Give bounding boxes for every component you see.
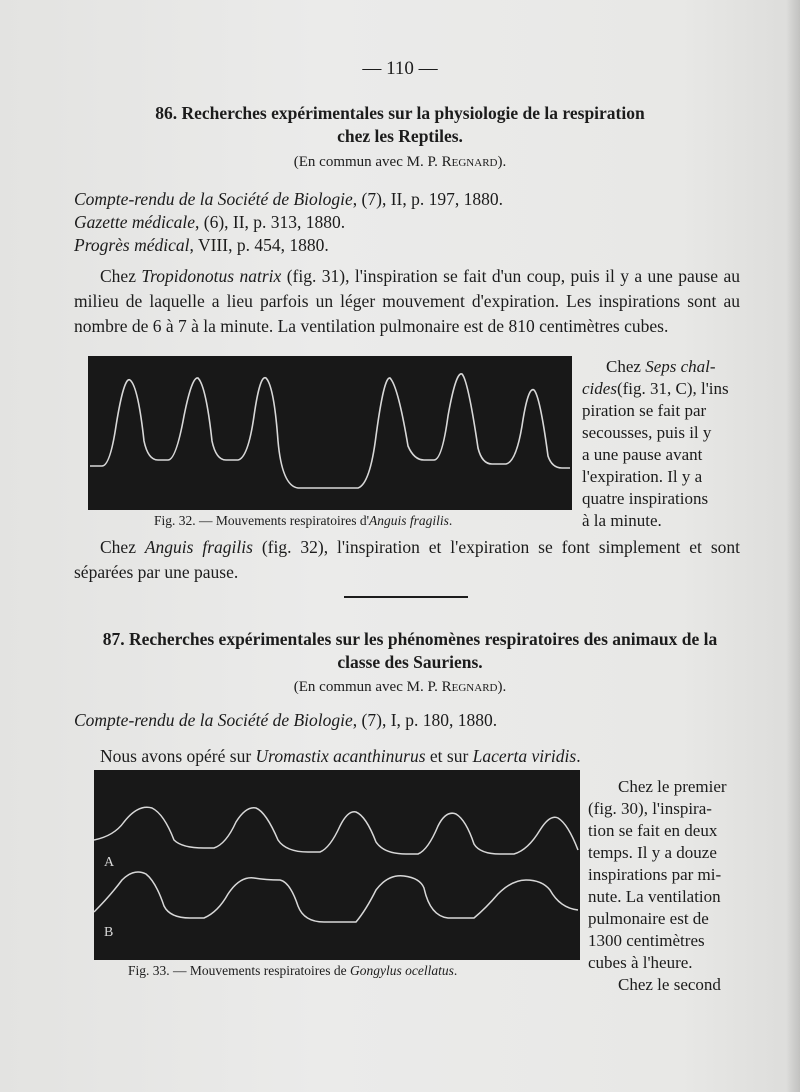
side-line: nute. La ventilation (588, 887, 721, 906)
species-name: Uromastix acanthinurus (255, 746, 426, 766)
species-name: Anguis fragilis (144, 537, 253, 557)
side-line: quatre inspirations (582, 489, 709, 508)
reference-item (74, 212, 345, 233)
paragraph-tropidonotus (74, 264, 740, 339)
collab-name: Regnard (441, 679, 498, 695)
paragraph-lead: Nous avons opéré sur (100, 746, 256, 766)
respiration-trace-a (94, 807, 578, 854)
figure-33-trace (94, 770, 580, 960)
side-line (582, 378, 742, 400)
paragraph-mid: et sur (425, 746, 473, 766)
side-line: inspirations par mi- (588, 865, 722, 884)
section-87-title-line2: classe des Sauriens. (337, 652, 483, 672)
caption-prefix: Fig. 33. — Mouvements respiratoires de (128, 963, 350, 978)
side-line: Chez le premier (618, 777, 727, 796)
side-line: (fig. 30), l'inspira- (588, 799, 712, 818)
reference-item (74, 710, 497, 731)
reference-title: Compte-rendu de la Société de Biologie (74, 710, 353, 730)
paragraph-body: (fig. 31), l'inspiration se fait d'un coup, puis il y a une pause au milieu de laquelle a lieu parfois un léger mouvement d'expiration. Les inspirations sont au nombre de 6 à 7 à la minute. La ventilation pulmonaire est de 810 centimètres cubes. (74, 266, 741, 336)
collab-suffix: ). (497, 154, 507, 170)
caption-suffix: . (448, 513, 453, 528)
side-line: temps. Il y a douze (588, 843, 717, 862)
section-86-collaboration (0, 154, 800, 171)
collab-prefix: (En commun avec M. P. (293, 679, 442, 695)
reference-details: , (7), II, p. 197, 1880. (352, 189, 503, 209)
paragraph-lead: Chez (100, 537, 145, 557)
paragraph-end: . (576, 746, 581, 766)
section-86-title-line1: 86. Recherches expérimentales sur la physiologie de la respiration (155, 103, 645, 123)
side-line: tion se fait en deux (588, 821, 718, 840)
caption-species: Gongylus ocellatus (349, 963, 454, 978)
section-87-title (60, 628, 760, 674)
reference-details: , (6), II, p. 313, 1880. (195, 212, 346, 232)
side-line (582, 356, 742, 378)
side-line: 1300 centimètres (588, 931, 705, 950)
trace-label-a: A (104, 855, 115, 870)
species-name: Seps chal- (645, 357, 716, 376)
reference-title: Gazette médicale (74, 212, 195, 232)
figure-33-caption (128, 963, 457, 979)
sidebar-text-seps (582, 356, 742, 532)
section-86-title (60, 102, 740, 148)
collab-suffix: ). (497, 679, 507, 695)
paragraph-body: (fig. 32), l'inspiration et l'expiration se font simplement et sont séparées par une pause. (74, 537, 740, 582)
caption-suffix: . (453, 963, 458, 978)
side-line: l'expiration. Il y a (582, 467, 703, 486)
side-line: Chez le second (618, 975, 721, 994)
species-name: Tropidonotus natrix (141, 266, 282, 286)
paragraph-intro-87 (100, 744, 581, 769)
reference-item (74, 235, 329, 256)
side-line: pulmonaire est de (588, 909, 709, 928)
sidebar-text-uromastix (588, 776, 748, 996)
reference-title: Progrès médical (74, 235, 190, 255)
side-line: à la minute. (582, 511, 662, 530)
caption-prefix: Fig. 32. — Mouvements respiratoires d' (154, 513, 370, 528)
reference-item (74, 189, 503, 210)
figure-32-caption (154, 513, 452, 529)
collab-prefix: (En commun avec M. P. (293, 154, 442, 170)
trace-label-b: B (104, 925, 114, 940)
respiration-trace-b (94, 872, 578, 922)
paragraph-lead: Chez (100, 266, 142, 286)
figure-32-trace (88, 356, 572, 510)
reference-details: , (7), I, p. 180, 1880. (352, 710, 498, 730)
side-line: a une pause avant (582, 445, 703, 464)
section-87-collaboration (0, 679, 800, 696)
species-name: Lacerta viridis (472, 746, 577, 766)
section-divider (344, 596, 468, 598)
caption-species: Anguis fragilis (369, 513, 449, 528)
side-lead: Chez (606, 357, 646, 376)
side-rest: (fig. 31, C), l'ins (616, 379, 729, 398)
respiration-trace (90, 374, 570, 488)
paragraph-anguis (74, 535, 740, 585)
section-86-title-line2: chez les Reptiles. (337, 126, 463, 146)
reference-title: Compte-rendu de la Société de Biologie (74, 189, 353, 209)
section-87-title-line1: 87. Recherches expérimentales sur les phénomènes respiratoires des animaux de la (102, 629, 718, 649)
page-number: — 110 — (362, 58, 438, 79)
side-line: secousses, puis il y (582, 423, 712, 442)
collab-name: Regnard (441, 154, 498, 170)
species-name: cides (582, 379, 617, 398)
side-line: piration se fait par (582, 401, 707, 420)
reference-details: , VIII, p. 454, 1880. (189, 235, 329, 255)
side-line: cubes à l'heure. (588, 953, 693, 972)
